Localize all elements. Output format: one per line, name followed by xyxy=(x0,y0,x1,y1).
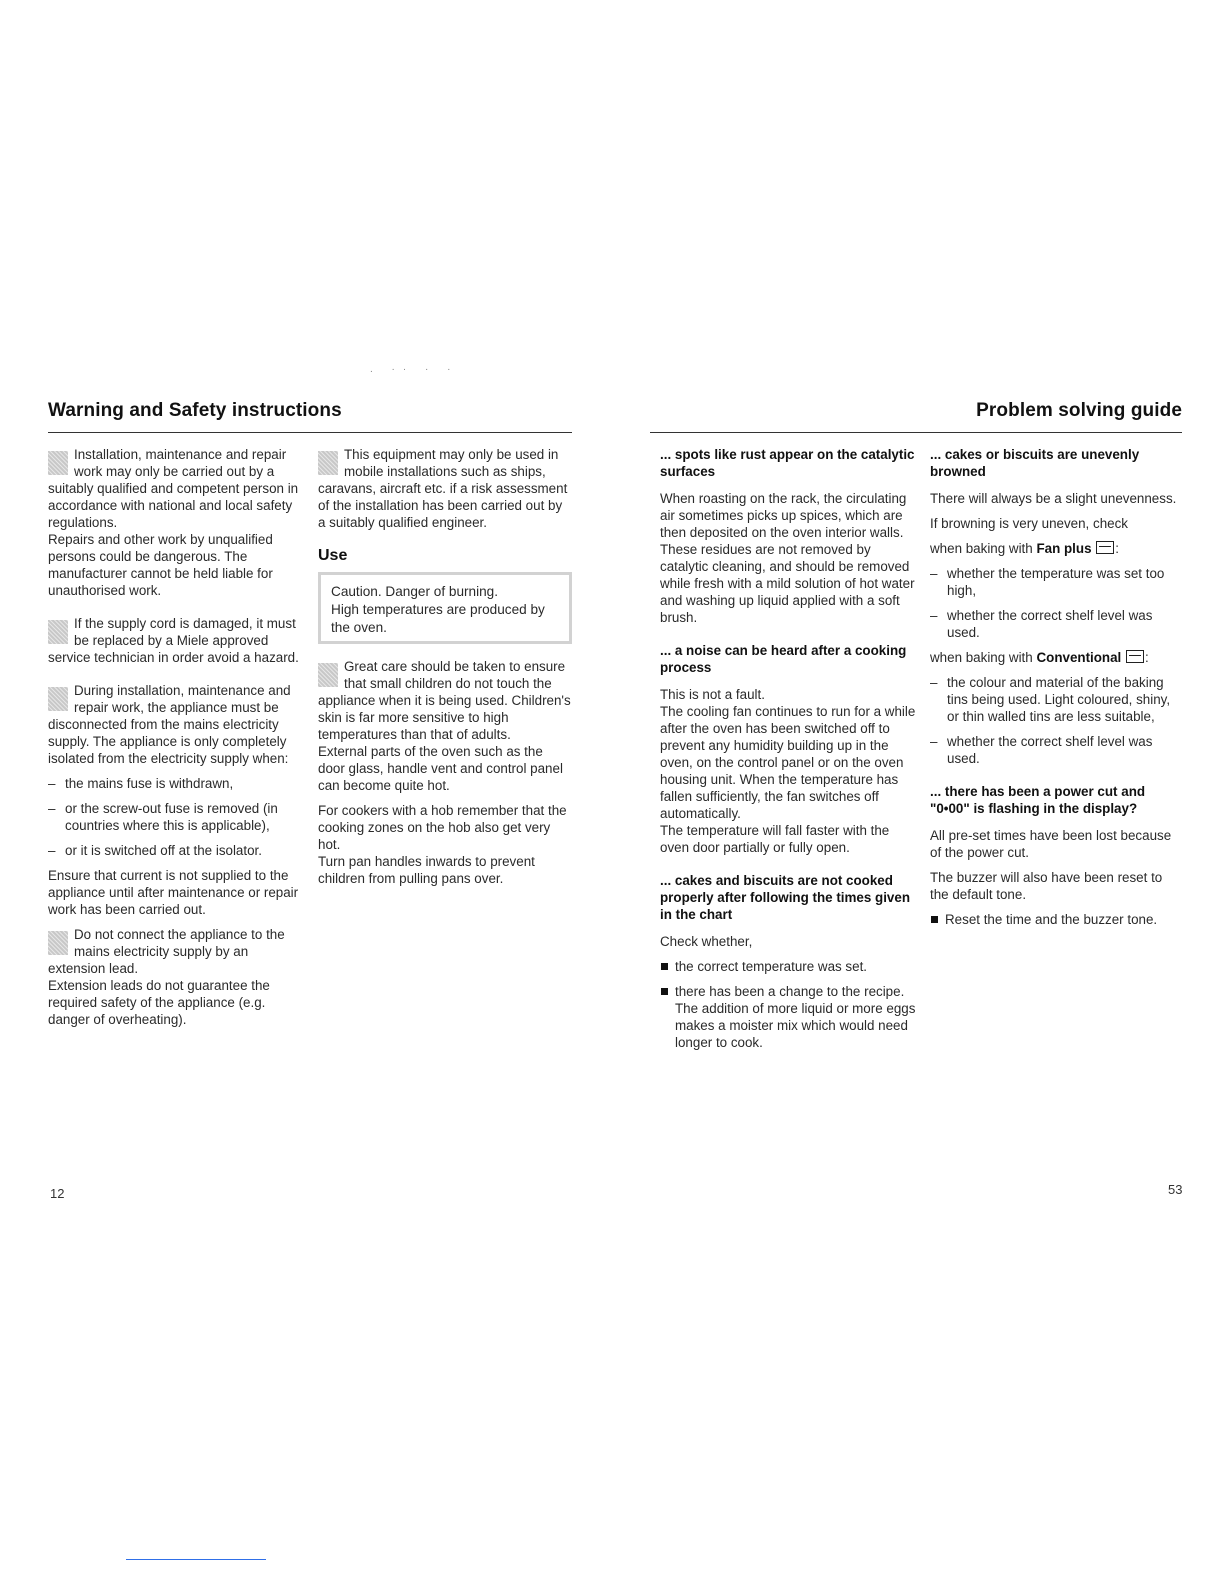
warning-paragraph: If the supply cord is damaged, it must be replaced by a Miele approved service technician in order avoid a hazard. xyxy=(48,616,299,665)
warning-paragraph: During installation, maintenance and repair work, the appliance must be disconnected from the mains electricity supply. The appliance is only completely isolated from the electricity supply when: xyxy=(48,683,291,766)
dash-item: – whether the correct shelf level was used. xyxy=(930,608,1153,640)
paragraph: All pre-set times have been lost because of the power cut. xyxy=(930,828,1172,860)
page-number-left: 12 xyxy=(50,1186,65,1201)
paragraph: This is not a fault. xyxy=(660,687,765,702)
conventional-line: when baking with Conventional : xyxy=(930,650,1149,665)
caution-line: the oven. xyxy=(331,620,387,635)
dash-item: – or the screw-out fuse is removed (in countries where this is applicable), xyxy=(48,801,278,833)
page-number-right: 53 xyxy=(1168,1182,1183,1197)
caution-box xyxy=(318,572,572,644)
question-heading: ... cakes or biscuits are unevenly browned xyxy=(930,447,1140,479)
left-column-1 xyxy=(48,446,304,1036)
right-column-2 xyxy=(930,446,1184,936)
fan-plus-line: when baking with Fan plus : xyxy=(930,541,1119,556)
fan-plus-icon xyxy=(1096,541,1114,554)
bullet-item: there has been a change to the recipe. The addition of more liquid or more eggs makes a moister mix which would need longer to cook. xyxy=(660,983,916,1051)
paragraph: If browning is very uneven, check xyxy=(930,516,1128,531)
header-rule-left xyxy=(48,432,572,433)
question-heading: ... cakes and biscuits are not cooked properly after following the times given in the chart xyxy=(660,873,910,922)
warning-paragraph: Do not connect the appliance to the mains electricity supply by an extension lead. xyxy=(48,927,285,976)
paragraph: The cooling fan continues to run for a while after the oven has been switched off to prevent any humidity building up in the oven, on the control panel or on the oven housing unit. When the temperature has fallen sufficiently, the fan switches off automatically. xyxy=(660,704,916,821)
page-title-right: Problem solving guide xyxy=(976,400,1182,421)
paragraph: For cookers with a hob remember that the cooking zones on the hob also get very hot. xyxy=(318,803,567,852)
page-title-left: Warning and Safety instructions xyxy=(48,400,342,421)
warning-hatched-icon xyxy=(48,687,68,711)
paragraph: Check whether, xyxy=(660,934,753,949)
right-column-1 xyxy=(660,446,916,1059)
dash-item: – the mains fuse is withdrawn, xyxy=(48,776,234,791)
paragraph: Ensure that current is not supplied to the appliance until after maintenance or repair work has been carried out. xyxy=(48,868,299,917)
bullet-item: Reset the time and the buzzer tone. xyxy=(930,911,1184,928)
paragraph: Turn pan handles inwards to prevent children from pulling pans over. xyxy=(318,854,535,886)
dash-item: – the colour and material of the baking tins being used. Light coloured, shiny, or thin walled tins are less suitable, xyxy=(930,675,1171,724)
paragraph: The buzzer will also have been reset to the default tone. xyxy=(930,870,1163,902)
warning-hatched-icon xyxy=(48,620,68,644)
warning-hatched-icon xyxy=(48,451,68,475)
use-heading: Use xyxy=(318,547,348,564)
question-heading: ... spots like rust appear on the catalytic surfaces xyxy=(660,447,915,479)
warning-paragraph: Great care should be taken to ensure that small children do not touch the appliance when it is being used. Children's skin is far more sensitive to high temperatures than that of adults. xyxy=(318,659,571,742)
bullet-item: the correct temperature was set. xyxy=(660,958,916,975)
warning-hatched-icon xyxy=(48,931,68,955)
blue-underline xyxy=(126,1559,266,1560)
paragraph: Repairs and other work by unqualified persons could be dangerous. The manufacturer cannot be held liable for unauthorised work. xyxy=(48,532,273,598)
left-column-2 xyxy=(318,446,572,895)
header-rule-right xyxy=(650,432,1182,433)
warning-hatched-icon xyxy=(318,663,338,687)
paragraph: When roasting on the rack, the circulating air sometimes picks up spices, which are then deposited on the oven interior walls. These residues are not removed by catalytic cleaning, and should be removed while fresh with a mild solution of hot water and washing up liquid applied with a soft brush. xyxy=(660,491,915,625)
conventional-heat-icon xyxy=(1126,650,1144,663)
dash-item: – or it is switched off at the isolator. xyxy=(48,843,262,858)
caution-line: Caution. Danger of burning. xyxy=(331,584,499,599)
paragraph: The temperature will fall faster with the oven door partially or fully open. xyxy=(660,823,890,855)
dash-item: – whether the temperature was set too high, xyxy=(930,566,1165,598)
dash-item: – whether the correct shelf level was used. xyxy=(930,734,1153,766)
paragraph: There will always be a slight unevenness. xyxy=(930,491,1177,506)
question-heading: ... a noise can be heard after a cooking process xyxy=(660,643,907,675)
scan-artifact: . ·· · · xyxy=(370,364,459,375)
question-heading: ... there has been a power cut and "0•00" is flashing in the display? xyxy=(930,784,1146,816)
paragraph: External parts of the oven such as the door glass, handle vent and control panel can become quite hot. xyxy=(318,744,563,793)
warning-paragraph: Installation, maintenance and repair work may only be carried out by a suitably qualified and competent person in accordance with national and local safety regulations. xyxy=(48,447,299,530)
warning-hatched-icon xyxy=(318,451,338,475)
caution-line: High temperatures are produced by xyxy=(331,602,545,617)
warning-paragraph: This equipment may only be used in mobile installations such as ships, caravans, aircraft etc. if a risk assessment of the installation has been carried out by a suitably qualified engineer. xyxy=(318,447,568,530)
paragraph: Extension leads do not guarantee the required safety of the appliance (e.g. danger of overheating). xyxy=(48,978,270,1027)
